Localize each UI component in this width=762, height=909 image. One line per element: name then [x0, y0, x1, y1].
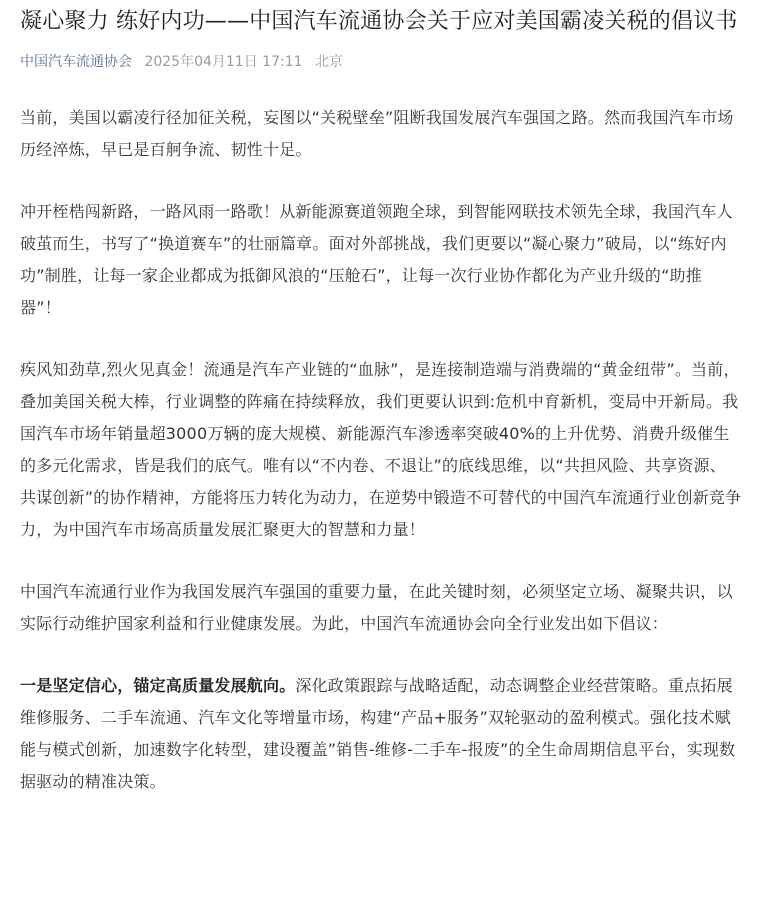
paragraph-proposal: 中国汽车流通行业作为我国发展汽车强国的重要力量，在此关键时刻，必须坚定立场、凝聚共识，以实际行动维护国家利益和行业健康发展。为此，中国汽车流通协会向全行业发出如下倡议：	[20, 582, 733, 633]
paragraph-point-one	[20, 670, 742, 798]
publish-date: 2025年04月11日 17:11	[144, 54, 303, 70]
author-link[interactable]: 中国汽车流通协会	[20, 54, 132, 70]
point-one-heading: 一是坚定信心，锚定高质量发展航向。	[20, 676, 296, 695]
publish-location: 北京	[314, 54, 343, 70]
paragraph-intro: 当前，美国以霸凌行径加征关税，妄图以“关税壁垒”阻断我国发展汽车强国之路。然而我国汽车市场历经淬炼，早已是百舸争流、韧性十足。	[20, 108, 734, 159]
paragraph-circulation: 疾风知劲草,烈火见真金！流通是汽车产业链的“血脉”，是连接制造端与消费端的“黄金纽带”。当前，叠加美国关税大棒，行业调整的阵痛在持续释放，我们更要认识到:危机中育新机，变局中开新局。我国汽车市场年销量超3000万辆的庞大规模、新能源汽车渗透率突破40%的上升优势、消费升级催生的多元化需求，皆是我们的底气。唯有以“不内卷、不退让”的底线思维，以“共担风险、共享资源、共谋创新”的协作精神，方能将压力转化为动力，在逆势中锻造不可替代的中国汽车流通行业创新竞争力，为中国汽车市场高质量发展汇聚更大的智慧和力量！	[20, 360, 742, 539]
article-body	[20, 102, 742, 798]
article-meta	[20, 52, 742, 72]
paragraph-new-road: 冲开桎梏闯新路，一路风雨一路歌！从新能源赛道领跑全球，到智能网联技术领先全球，我国汽车人破茧而生，书写了“换道赛车”的壮丽篇章。面对外部挑战，我们更要以“凝心聚力”破局，以“练好内功”制胜，让每一家企业都成为抵御风浪的“压舱石”，让每一次行业协作都化为产业升级的“助推器”！	[20, 202, 733, 317]
article-title: 凝心聚力 练好内功——中国汽车流通协会关于应对美国霸凌关税的倡议书	[20, 9, 738, 34]
point-one-text: 深化政策跟踪与战略适配，动态调整企业经营策略。重点拓展维修服务、二手车流通、汽车文化等增量市场，构建“产品+服务”双轮驱动的盈利模式。强化技术赋能与模式创新，加速数字化转型，建设覆盖”销售-维修-二手车-报废”的全生命周期信息平台，实现数据驱动的精准决策。	[20, 676, 736, 791]
